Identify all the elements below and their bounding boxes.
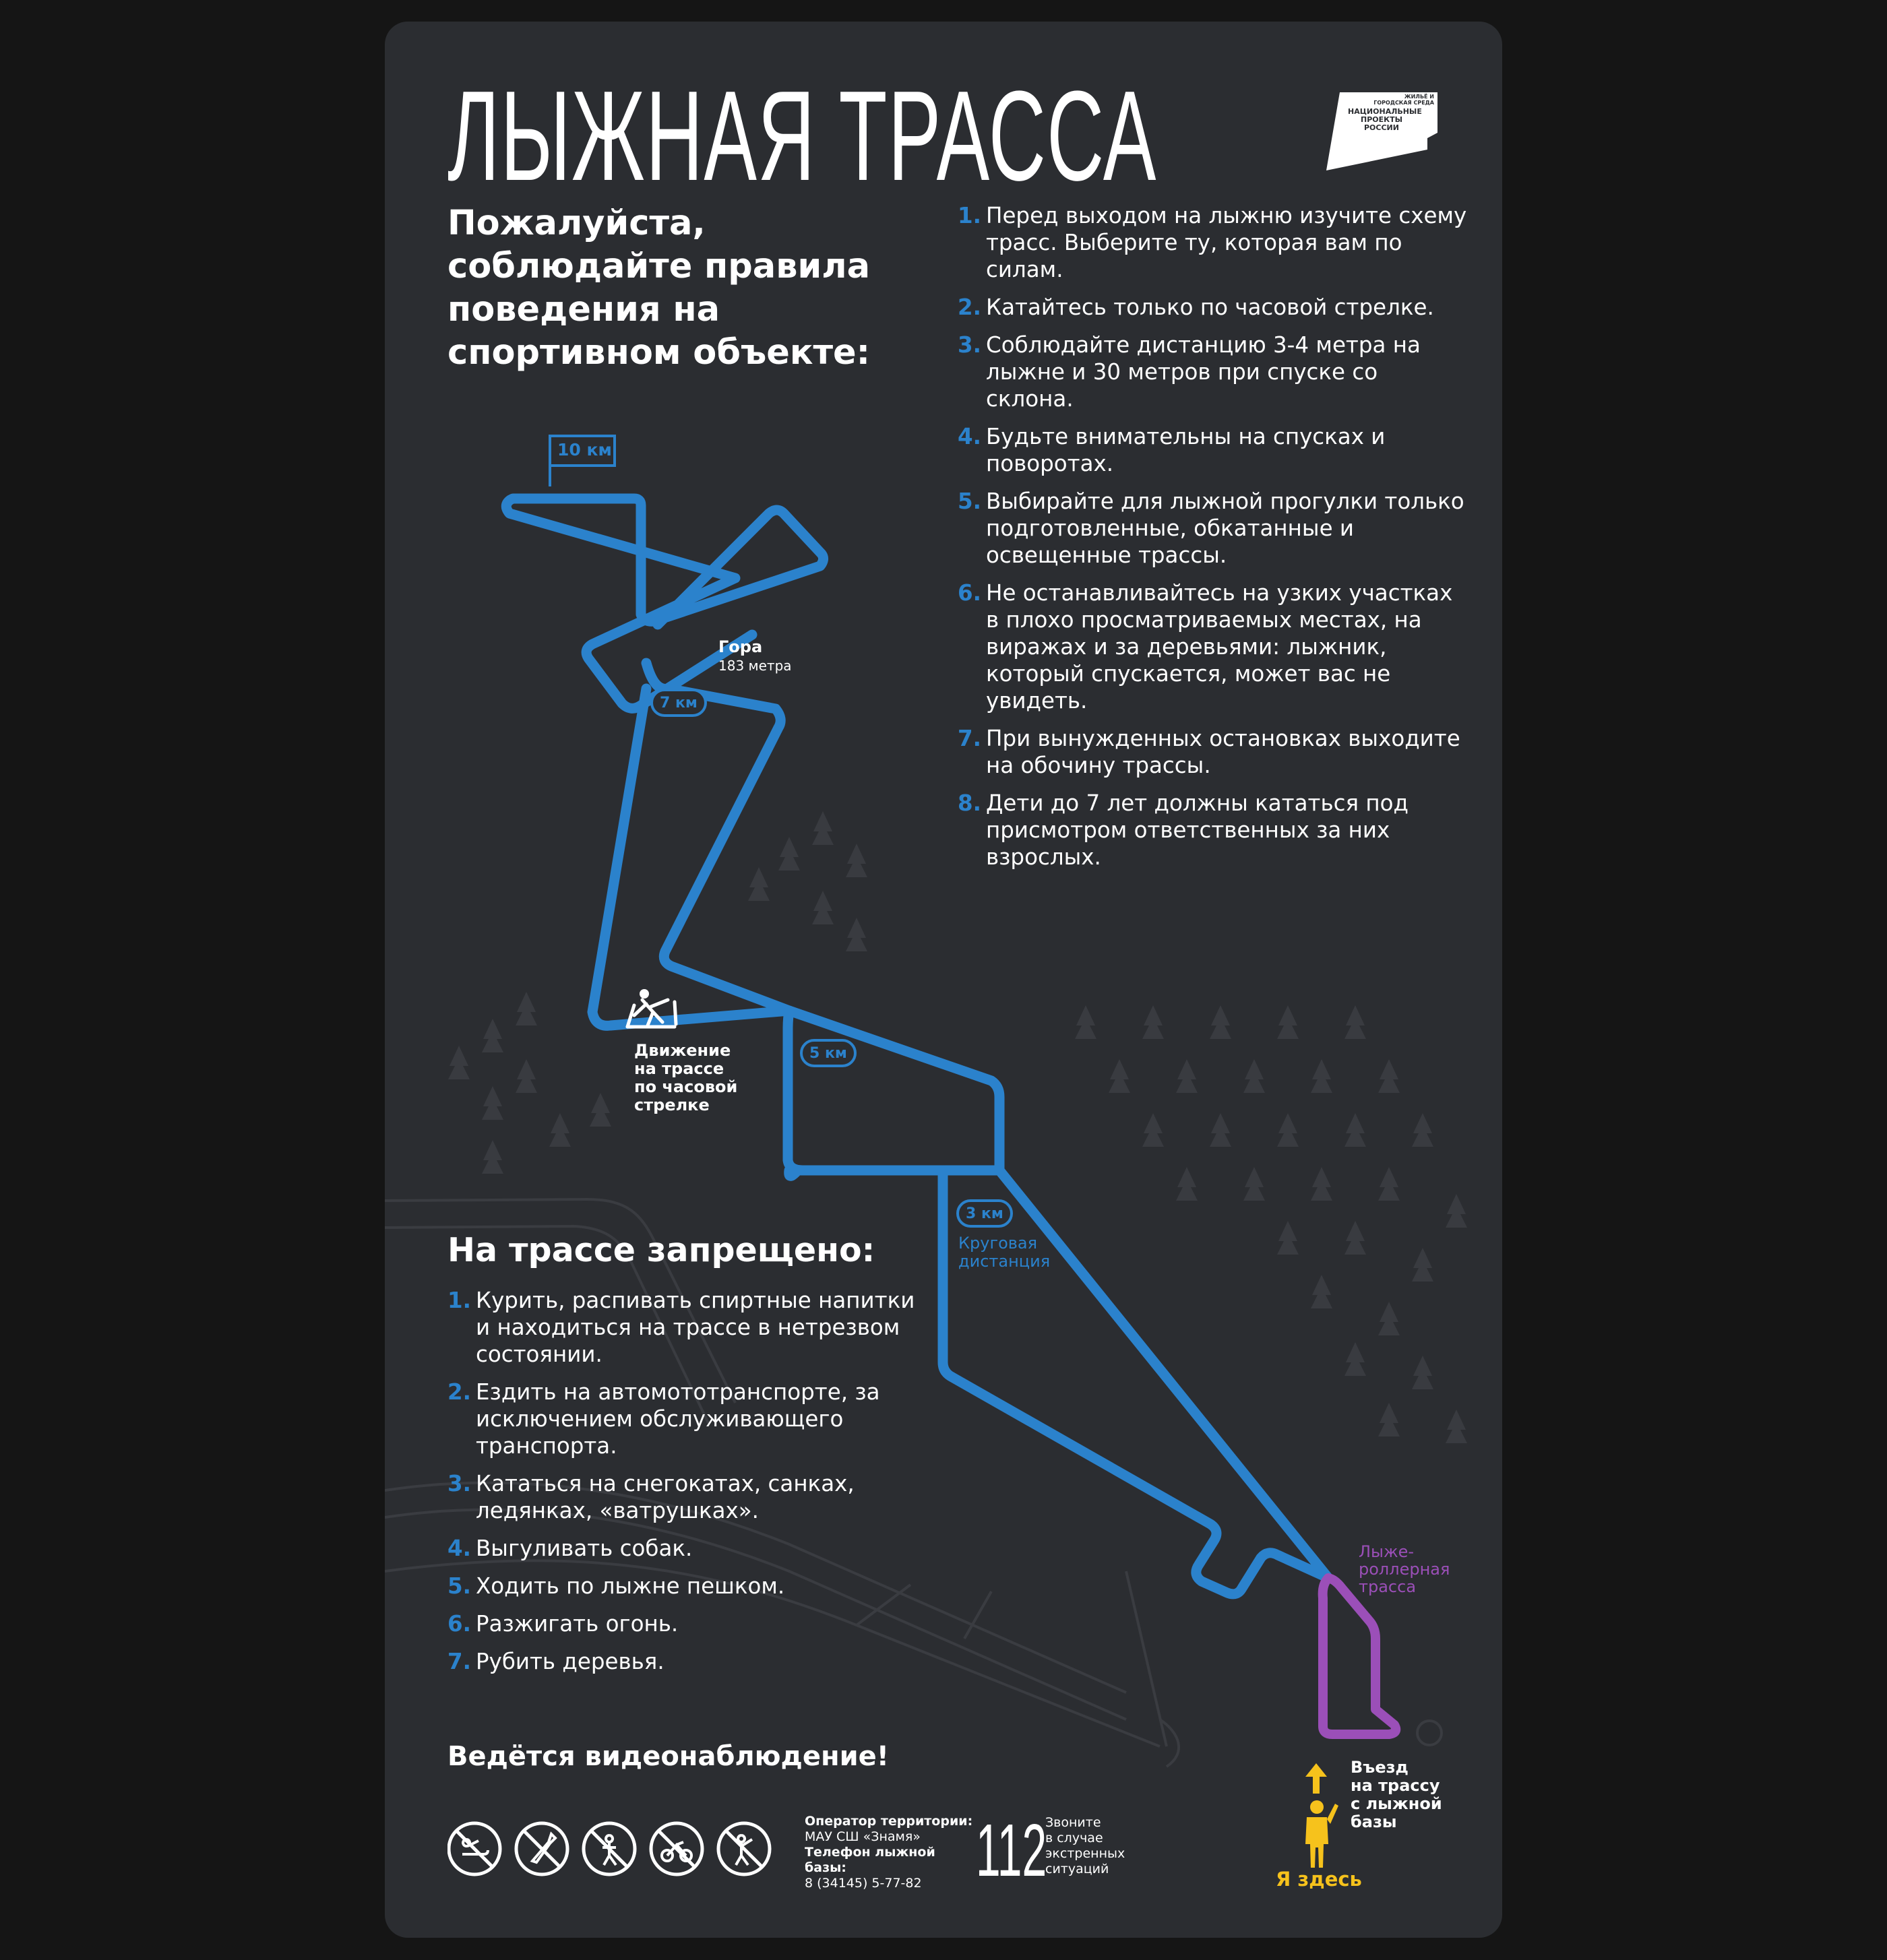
rule-text: Не останавливайтесь на узких участках в плохо просматриваемых местах, на виражах и за деревьями: лыжник, который спускается, может вас не увидеть. [986,580,1453,714]
operator-info [805,1814,973,1891]
circular-distance-label: Круговая дистанция [958,1234,1051,1271]
rule-item [958,725,1470,779]
ban-item [447,1470,933,1524]
direction-note: Движение на трассе по часовой стрелке [634,1041,738,1114]
rule-item [958,331,1470,412]
rule-text: Катайтесь только по часовой стрелке. [986,294,1434,320]
ban-number: 4. [447,1536,471,1561]
ban-text: Ездить на автомототранспорте, за исключением обслуживающего транспорта. [476,1379,880,1459]
no-alcohol-icon [516,1823,567,1874]
phone-label: Телефон лыжной базы: [805,1845,935,1875]
logo-main-text: НАЦИОНАЛЬНЫЕ ПРОЕКТЫ РОССИИ [1348,107,1422,132]
rule-number: 3. [958,332,981,358]
ban-number: 5. [447,1573,471,1599]
roller-ski-label: Лыже- роллерная трасса [1359,1542,1450,1596]
rules-list [958,202,1470,881]
bans-list [447,1287,933,1686]
you-are-here-label: Я здесь [1276,1868,1362,1891]
rule-number: 8. [958,790,981,816]
ban-number: 3. [447,1471,471,1496]
rule-number: 2. [958,294,981,320]
track-10km [506,499,823,708]
roller-ski-track [1323,1578,1396,1734]
ban-text: Рубить деревья. [476,1649,664,1674]
ban-text: Курить, распивать спиртные напитки и находиться на трассе в нетрезвом состоянии. [476,1288,915,1367]
rule-number: 7. [958,726,981,751]
emergency-text: Звоните в случае экстренных ситуаций [1045,1815,1125,1876]
ban-item [447,1287,933,1368]
rule-number: 6. [958,580,981,606]
logo-top-text: ЖИЛЬЁ И ГОРОДСКАЯ СРЕДА [1373,94,1434,106]
bans-heading: На трассе запрещено: [447,1231,875,1269]
operator-label: Оператор территории: [805,1814,973,1829]
national-projects-logo [1326,86,1441,170]
operator-name: МАУ СШ «Знамя» [805,1829,921,1844]
rule-text: Перед выходом на лыжню изучите схему трасс. Выберите ту, которая вам по силам. [986,203,1467,282]
rule-text: Соблюдайте дистанцию 3-4 метра на лыжне и 30 метров при спуске со склона. [986,332,1421,412]
ban-text: Разжигать огонь. [476,1611,679,1637]
no-motorcycle-icon [651,1823,702,1874]
mountain-name: Гора [718,637,763,656]
rule-item [958,488,1470,569]
rule-text: При вынужденных остановках выходите на обочину трассы. [986,726,1460,778]
no-sledding-icon [449,1823,500,1874]
rule-number: 5. [958,488,981,514]
rule-number: 4. [958,424,981,449]
trail-sign-board [385,22,1502,1938]
video-surveillance-notice: Ведётся видеонаблюдение! [447,1741,890,1772]
ban-item [447,1648,933,1675]
prohibition-icons-row [447,1821,784,1877]
mountain-height: 183 метра [718,658,792,674]
ban-number: 7. [447,1649,471,1674]
rule-text: Выбирайте для лыжной прогулки только подготовленные, обкатанные и освещенные трассы. [986,488,1464,568]
ban-text: Кататься на снегокатах, санках, ледянках, «ватрушках». [476,1471,855,1523]
ban-item [447,1379,933,1459]
ban-text: Ходить по лыжне пешком. [476,1573,785,1599]
ban-number: 2. [447,1379,471,1405]
ban-item [447,1535,933,1562]
rule-item [958,423,1470,477]
km3-label: 3 км [966,1205,1003,1222]
ban-text: Выгуливать собак. [476,1536,693,1561]
track-7km [592,663,789,1025]
ban-item [447,1610,933,1637]
rule-item [958,202,1470,283]
rule-item [958,579,1470,714]
entry-label: Въезд на трассу с лыжной базы [1351,1758,1442,1831]
phone-number[interactable]: 8 (34145) 5-77-82 [805,1876,922,1891]
rule-number: 1. [958,203,981,228]
km7-label: 7 км [660,695,698,712]
ban-item [447,1573,933,1600]
rules-intro-heading: Пожалуйста, соблюдайте правила поведения на спортивном объекте: [447,203,871,373]
ban-number: 1. [447,1288,471,1313]
km10-label: 10 км [557,440,612,460]
km5-label: 5 км [809,1045,847,1062]
rule-text: Будьте внимательны на спусках и поворотах. [986,424,1386,476]
track-5km [788,1011,999,1176]
you-are-here-person-icon [1305,1800,1338,1868]
rule-item [958,294,1470,321]
no-walking-icon [584,1823,635,1874]
no-tree-cutting-icon [718,1823,770,1874]
entry-arrow-icon [1305,1763,1327,1794]
rule-text: Дети до 7 лет должны кататься под присмотром ответственных за них взрослых. [986,790,1409,870]
ban-number: 6. [447,1611,471,1637]
page-title: ЛЫЖНАЯ ТРАССА [447,65,1157,208]
emergency-number[interactable]: 112 [976,1809,1047,1892]
rule-item [958,790,1470,871]
